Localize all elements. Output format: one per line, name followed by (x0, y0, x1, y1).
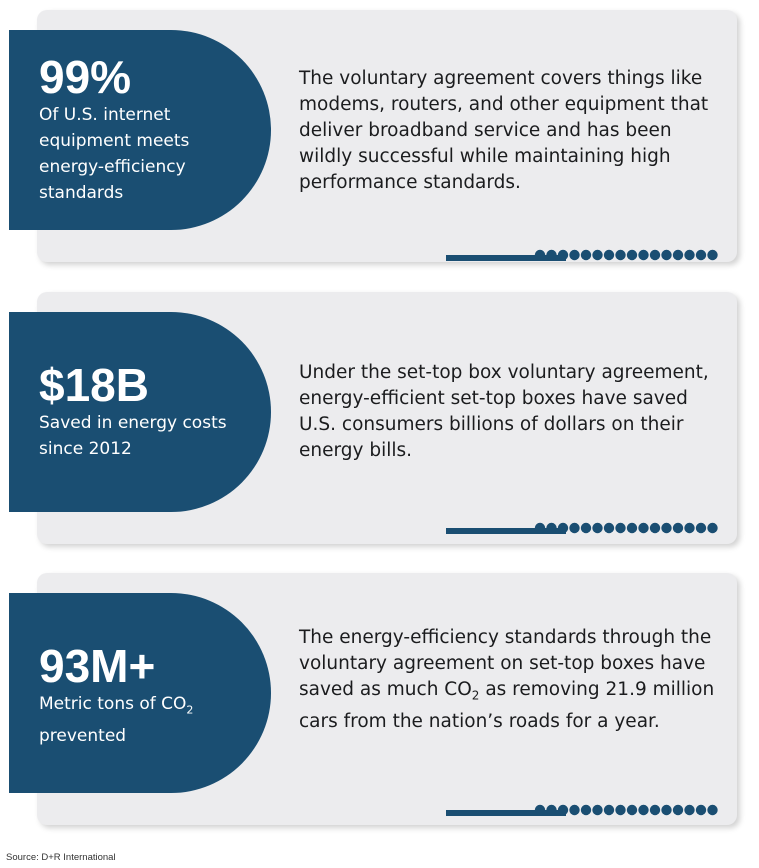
decorative-dot (707, 250, 717, 260)
stat-badge-3 (9, 593, 271, 793)
decorative-dot (581, 805, 591, 815)
decorative-dot (684, 523, 694, 533)
decorative-dot (569, 523, 579, 533)
decorative-dot (650, 250, 660, 260)
stat-label: Of U.S. internet equipment meets energy-efficiency standards (39, 105, 190, 203)
decorative-dot (615, 523, 625, 533)
decorative-dot (673, 805, 683, 815)
decorative-dot (569, 250, 579, 260)
decorative-dot (661, 523, 671, 533)
decorative-dot (650, 805, 660, 815)
dot-strip-decoration (446, 521, 722, 537)
decorative-dot (569, 805, 579, 815)
decorative-dot (707, 805, 717, 815)
stat-description: The energy-efficiency standards through the voluntary agreement on set-top boxes have saved as much $CO_2$ as removing 21.9 million cars from the nation’s roads for a year. (299, 627, 715, 732)
decorative-dot (546, 250, 556, 260)
decorative-dot (638, 523, 648, 533)
decorative-dot (638, 250, 648, 260)
dot-strip-decoration (446, 248, 722, 264)
decorative-dot (696, 250, 706, 260)
decorative-dot (627, 250, 637, 260)
decorative-dot (627, 523, 637, 533)
decorative-dot (627, 805, 637, 815)
decorative-dot (558, 805, 568, 815)
decorative-dot (558, 250, 568, 260)
decorative-dot (684, 805, 694, 815)
decorative-dot (535, 805, 545, 815)
stat-label: Saved in energy costs since 2012 (39, 413, 227, 459)
stat-description: The voluntary agreement covers things like modems, routers, and other equipment that deliver broadband service and has been wildly successful while maintaining high performance standards. (299, 68, 709, 193)
decorative-dot (546, 805, 556, 815)
decorative-dot (673, 250, 683, 260)
decorative-dot (661, 805, 671, 815)
decorative-dot (581, 523, 591, 533)
stat-label: Metric tons of $CO_2$ prevented (39, 694, 194, 747)
stat-description: Under the set-top box voluntary agreement, energy-efficient set-top boxes have saved U.S. consumers billions of dollars on their energy bills. (299, 362, 709, 461)
decorative-dot (638, 805, 648, 815)
decorative-dot (684, 250, 694, 260)
decorative-dot (592, 523, 602, 533)
decorative-dot (696, 805, 706, 815)
decorative-dot (604, 805, 614, 815)
decorative-dot (604, 523, 614, 533)
stat-badge-1 (9, 30, 271, 230)
decorative-dot (673, 523, 683, 533)
decorative-dot (535, 523, 545, 533)
decorative-dot (650, 523, 660, 533)
decorative-dot (581, 250, 591, 260)
decorative-dot (592, 250, 602, 260)
stat-value: 93M+ (39, 640, 156, 692)
decorative-dot (661, 250, 671, 260)
decorative-dot (615, 805, 625, 815)
decorative-dot (696, 523, 706, 533)
decorative-dot (592, 805, 602, 815)
stat-value: 99% (39, 51, 132, 103)
decorative-dot (707, 523, 717, 533)
dot-strip-decoration (446, 803, 722, 819)
stat-value: $18B (39, 359, 149, 411)
decorative-dot (535, 250, 545, 260)
decorative-dot (558, 523, 568, 533)
stat-badge-2 (9, 312, 271, 512)
decorative-dot (546, 523, 556, 533)
decorative-dot (604, 250, 614, 260)
source-note: Source: D+R International (6, 852, 116, 863)
decorative-dot (615, 250, 625, 260)
